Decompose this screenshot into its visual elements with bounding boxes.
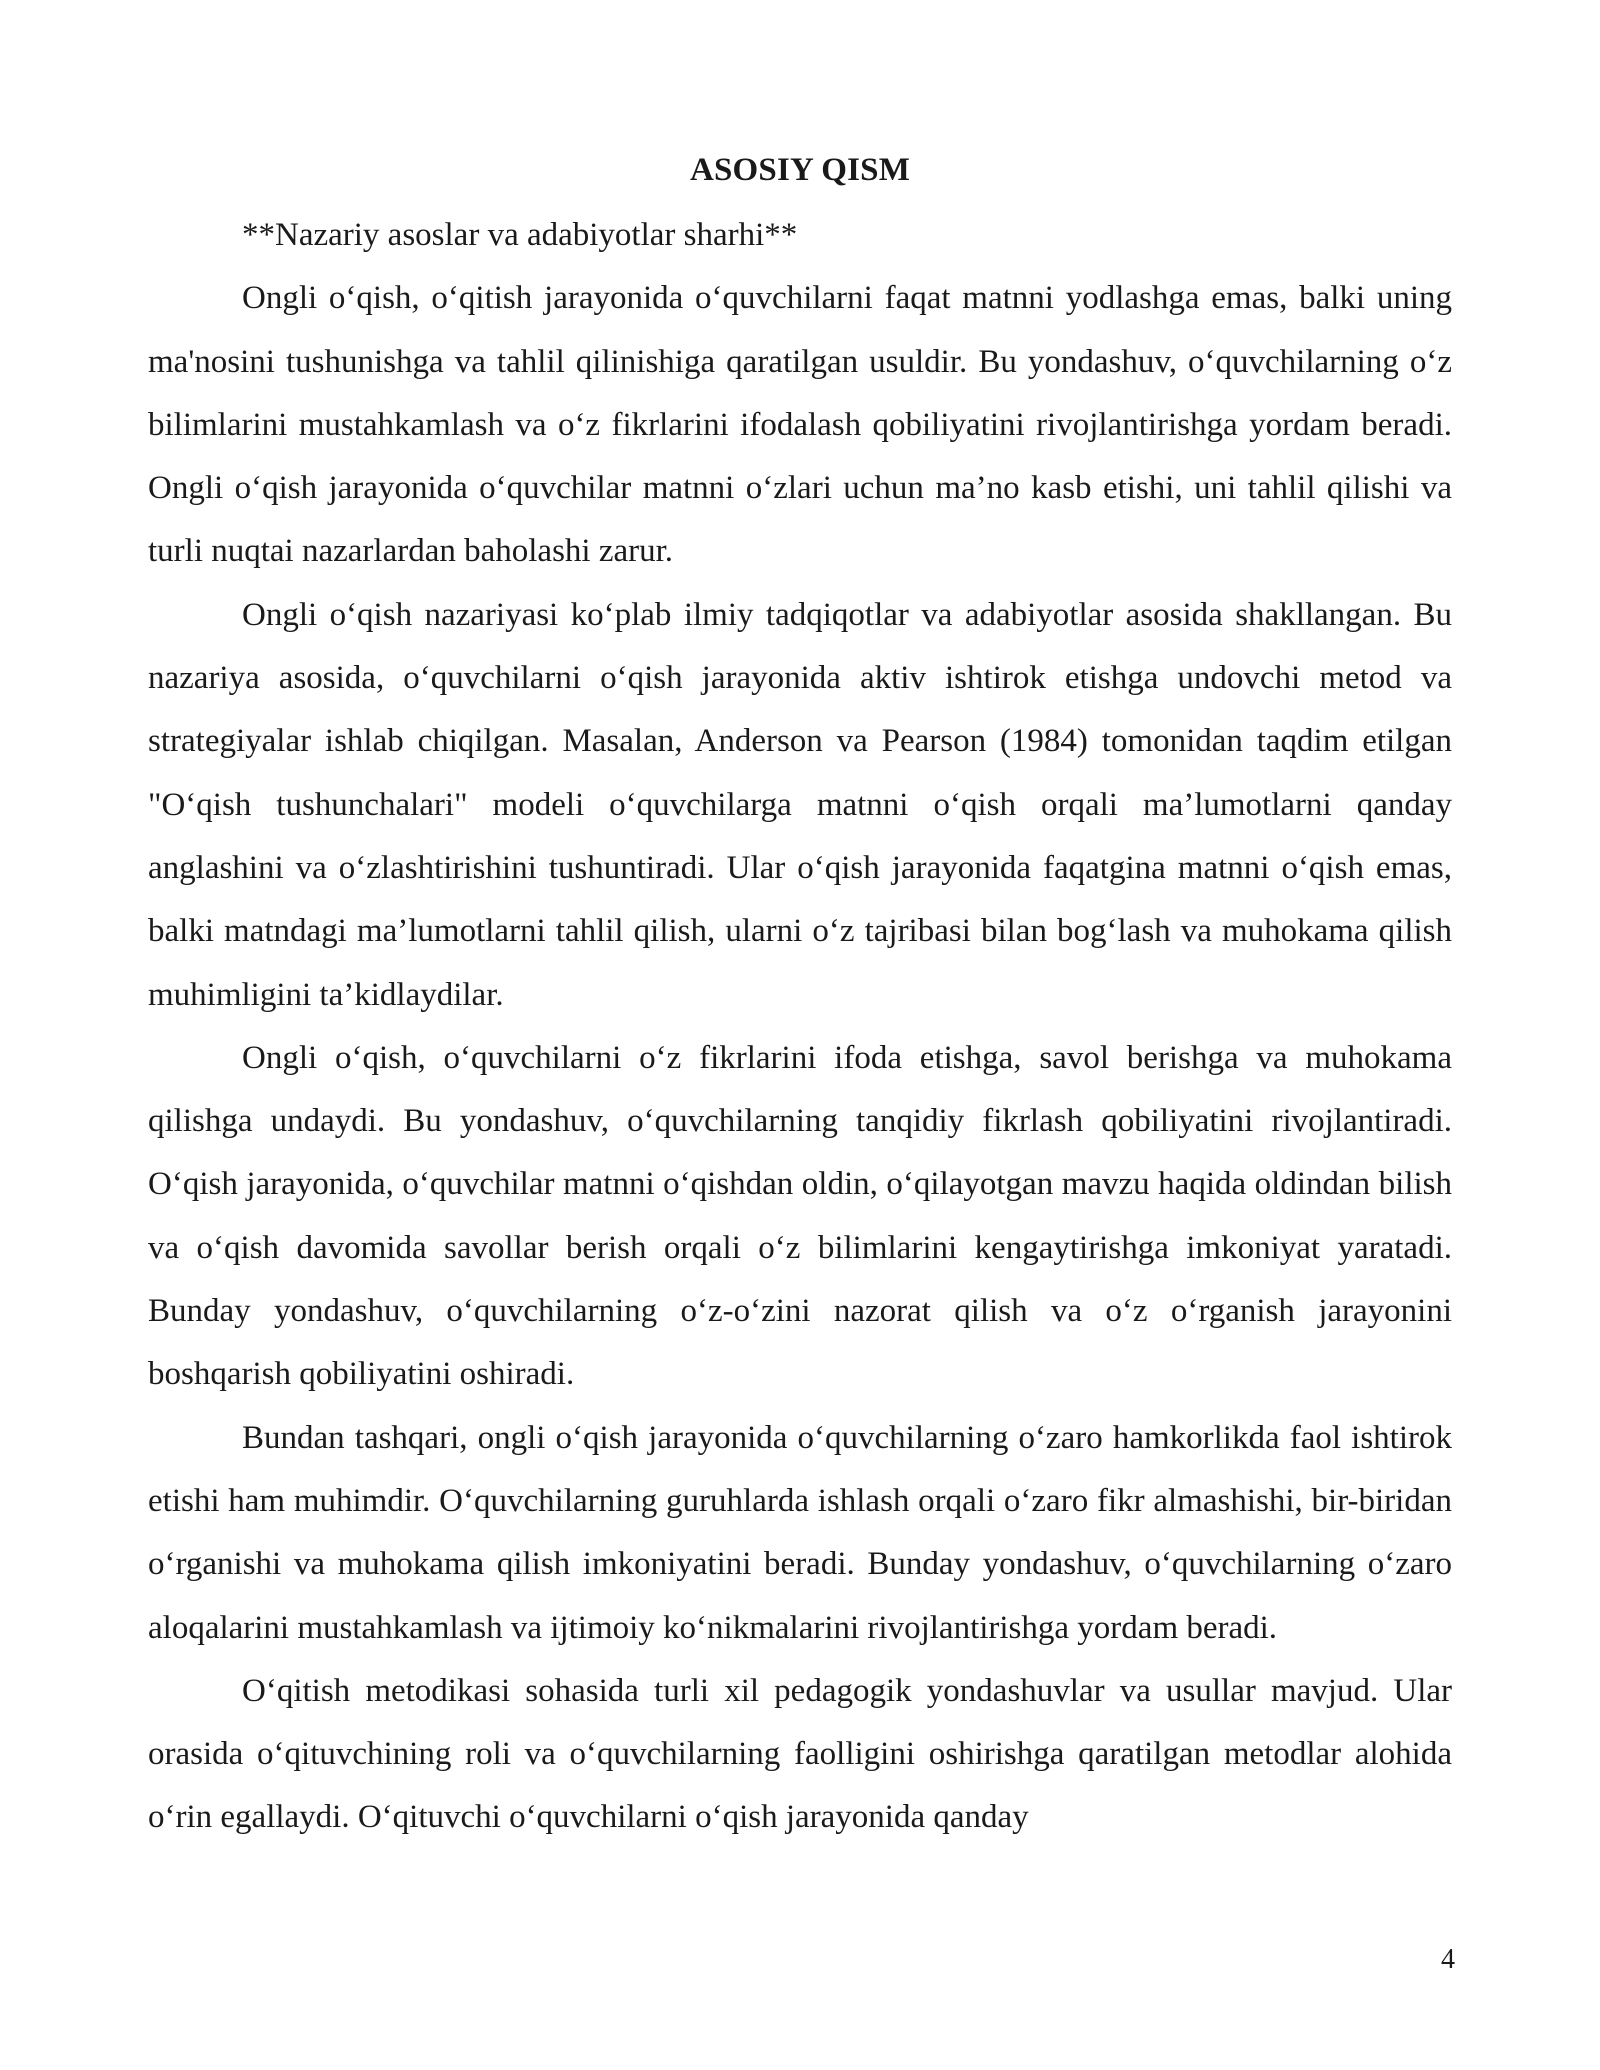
page-body (148, 140, 1452, 1850)
section-title: ASOSIY QISM (689, 152, 911, 188)
subsection-heading: **Nazariy asoslar va adabiyotlar sharhi** (242, 217, 798, 253)
paragraph-4: Bundan tashqari, ongli o‘qish jarayonida o‘quvchilarning o‘zaro hamkorlikda faol ishtirok etishi ham muhimdir. O‘quvchilarning guruhlarda ishlash orqali o‘zaro fikr almashishi, bir-biridan o‘rganishi va muhokama qilish imkoniyatini beradi. Bunday yondashuv, o‘quvchilarning o‘zaro aloqalarini mustahkamlash va ijtimoiy ko‘nikmalarini rivojlantirishga yordam beradi. (148, 1419, 1452, 1646)
paragraph-5: O‘qitish metodikasi sohasida turli xil pedagogik yondashuvlar va usullar mavjud. Ular orasida o‘qituvchining roli va o‘quvchilarning faolligini oshirishga qaratilgan metodlar alohida o‘rin egallaydi. O‘qituvchi o‘quvchilarni o‘qish jarayonida qanday (148, 1672, 1452, 1836)
page-number: 4 (1441, 1944, 1455, 1975)
paragraph-1: Ongli o‘qish, o‘qitish jarayonida o‘quvchilarni faqat matnni yodlashga emas, balki uning ma'nosini tushunishga va tahlil qilinishiga qaratilgan usuldir. Bu yondashuv, o‘quvchilarning o‘z bilimlarini mustahkamlash va o‘z fikrlarini ifodalash qobiliyatini rivojlantirishga yordam beradi. Ongli o‘qish jarayonida o‘quvchilar matnni o‘zlari uchun ma’no kasb etishi, uni tahlil qilishi va turli nuqtai nazarlardan baholashi zarur. (148, 280, 1452, 570)
paragraph-2: Ongli o‘qish nazariyasi ko‘plab ilmiy tadqiqotlar va adabiyotlar asosida shakllangan. Bu nazariya asosida, o‘quvchilarni o‘qish jarayonida aktiv ishtirok etishga undovchi metod va strategiyalar ishlab chiqilgan. Masalan, Anderson va Pearson (1984) tomonidan taqdim etilgan "O‘qish tushunchalari" modeli o‘quvchilarga matnni o‘qish orqali ma’lumotlarni qanday anglashini va o‘zlashtirishini tushuntiradi. Ular o‘qish jarayonida faqatgina matnni o‘qish emas, balki matndagi ma’lumotlarni tahlil qilish, ularni o‘z tajribasi bilan bog‘lash va muhokama qilish muhimligini ta’kidlaydilar. (148, 596, 1452, 1013)
paragraph-3: Ongli o‘qish, o‘quvchilarni o‘z fikrlarini ifoda etishga, savol berishga va muhokama qilishga undaydi. Bu yondashuv, o‘quvchilarning tanqidiy fikrlash qobiliyatini rivojlantiradi. O‘qish jarayonida, o‘quvchilar matnni o‘qishdan oldin, o‘qilayotgan mavzu haqida oldindan bilish va o‘qish davomida savollar berish orqali o‘z bilimlarini kengaytirishga imkoniyat yaratadi. Bunday yondashuv, o‘quvchilarning o‘z-o‘zini nazorat qilish va o‘z o‘rganish jarayonini boshqarish qobiliyatini oshiradi. (148, 1039, 1452, 1393)
